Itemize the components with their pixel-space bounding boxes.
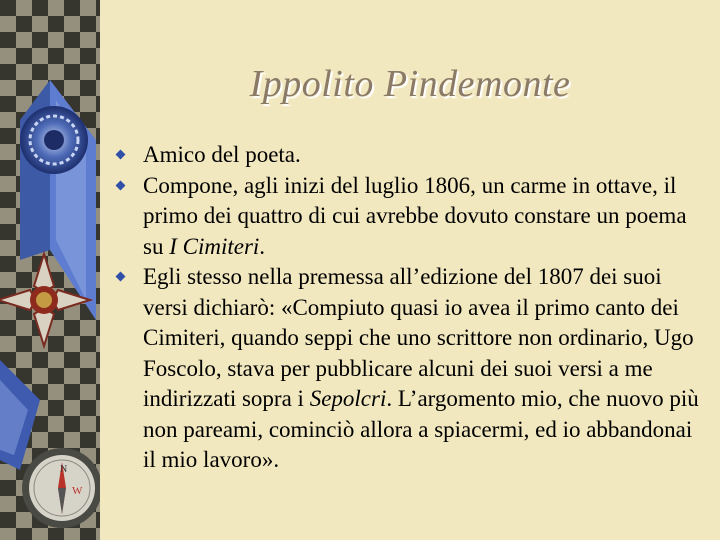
blue-diamond-icon — [116, 272, 125, 281]
bullet-text-part: Egli stesso nella premessa all’edizione del 1807 dei suoi versi dichiarò: «Compiuto quasi io avea il primo canto dei Cimiteri, quando seppi che uno scrittore non ordinario, Ugo Foscolo, stava per pubblicare alcuni dei suoi versi a me indirizzati sopra i — [143, 264, 694, 411]
italic-title: I Cimiteri — [169, 233, 260, 259]
bullet-item — [116, 171, 706, 263]
bullet-text — [143, 142, 301, 167]
compass-letter: W — [72, 485, 83, 497]
italic-title: Sepolcri — [309, 386, 387, 411]
blue-diamond-icon — [116, 181, 125, 190]
bullet-item — [116, 262, 706, 476]
slide-title: Ippolito Pindemonte — [249, 63, 571, 105]
bullet-item — [116, 140, 706, 171]
blue-diamond-icon — [116, 150, 125, 159]
medal-and-compass-icon — [0, 0, 100, 540]
bullet-text-part: Compone, agli inizi del luglio 1806, un carme in ottave, il primo dei quattro di cui avrebbe dovuto constare un poema su — [143, 172, 687, 259]
decorative-side-image — [0, 0, 100, 540]
bullet-text-part: . L’argomento mio, che nuovo più non pareami, cominciò allora a spiacermi, ed io abbandonai il mio lavoro». — [143, 386, 699, 472]
compass-letter: N — [60, 464, 68, 475]
bullet-text — [143, 173, 687, 259]
bullet-text-part: . — [259, 233, 266, 259]
bullet-text — [143, 264, 699, 472]
bullet-text-part: Amico del poeta. — [143, 142, 301, 167]
bullet-list — [116, 140, 706, 476]
